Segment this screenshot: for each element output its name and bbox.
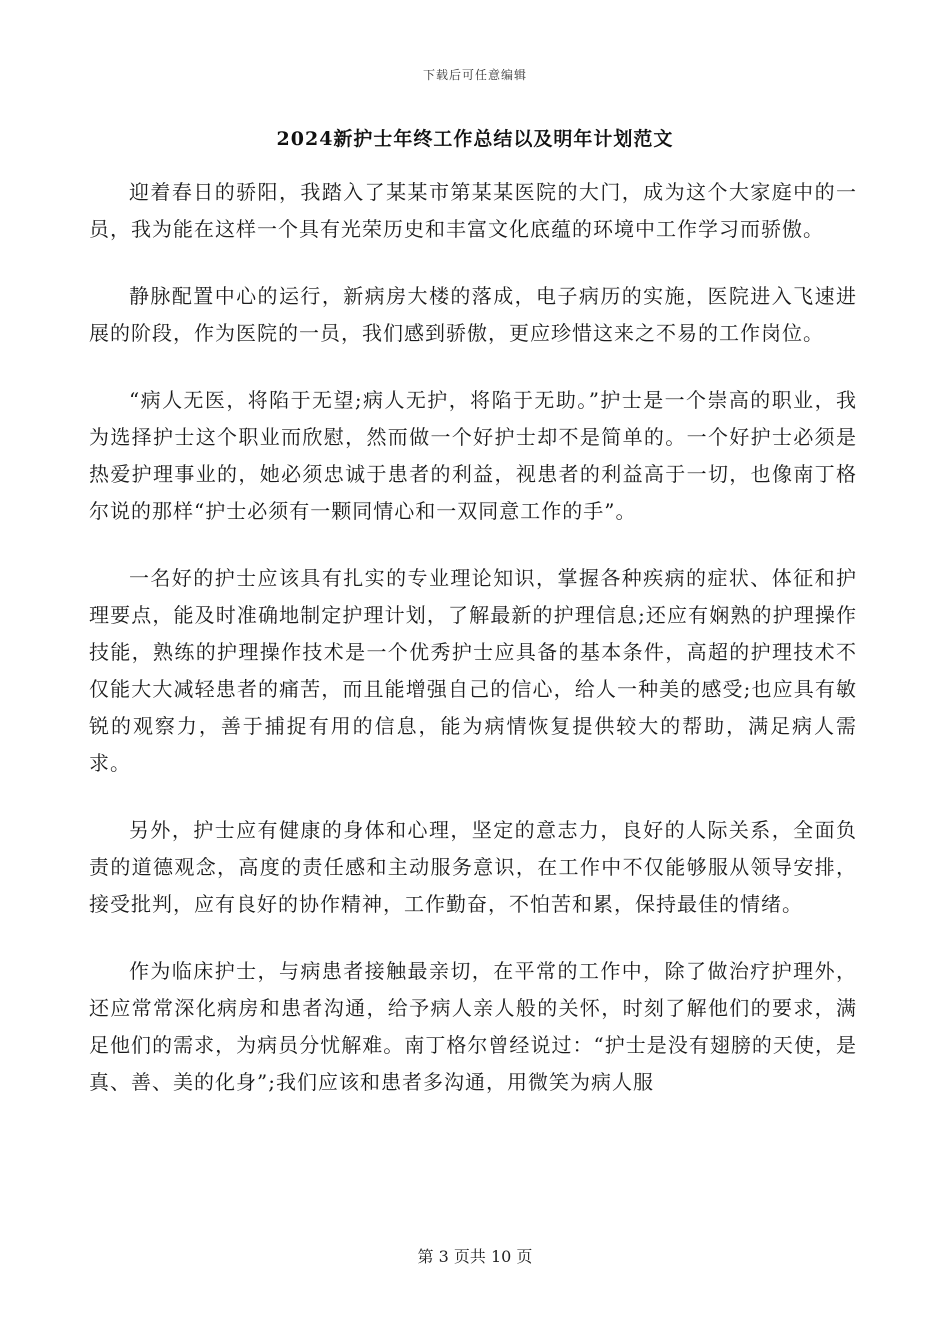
paragraph-4: 一名好的护士应该具有扎实的专业理论知识，掌握各种疾病的症状、体征和护理要点，能及时准确地制定护理计划，了解最新的护理信息;还应有娴熟的护理操作技能，熟练的护理操作技术是一个优秀护士应具备的基本条件，高超的护理技术不仅能大大减轻患者的痛苦，而且能增强自己的信心，给人一种美的感受;也应具有敏锐的观察力，善于捕捉有用的信息，能为病情恢复提供较大的帮助，满足病人需求。 bbox=[89, 566, 857, 775]
paragraph-3: “病人无医，将陷于无望;病人无护，将陷于无助。”护士是一个崇高的职业，我为选择护士这个职业而欣慰，然而做一个好护士却不是简单的。一个好护士必须是热爱护理事业的，她必须忠诚于患者的利益，视患者的利益高于一切，也像南丁格尔说的那样“护士必须有一颗同情心和一双同意工作的手”。 bbox=[89, 388, 857, 523]
page-number-footer: 第 3 页共 10 页 bbox=[417, 1247, 533, 1266]
paragraph-2: 静脉配置中心的运行，新病房大楼的落成，电子病历的实施，医院进入飞速进展的阶段，作为医院的一员，我们感到骄傲，更应珍惜这来之不易的工作岗位。 bbox=[89, 284, 857, 345]
paragraph-5: 另外，护士应有健康的身体和心理，坚定的意志力，良好的人际关系，全面负责的道德观念，高度的责任感和主动服务意识，在工作中不仅能够服从领导安排，接受批判，应有良好的协作精神，工作勤奋，不怕苦和累，保持最佳的情绪。 bbox=[89, 818, 857, 916]
paragraph-6: 作为临床护士，与病患者接触最亲切，在平常的工作中，除了做治疗护理外，还应常常深化病房和患者沟通，给予病人亲人般的关怀，时刻了解他们的要求，满足他们的需求，为病员分忧解难。南丁格尔曾经说过：“护士是没有翅膀的天使，是真、善、美的化身”;我们应该和患者多沟通，用微笑为病人服 bbox=[89, 959, 857, 1094]
paragraph-1: 迎着春日的骄阳，我踏入了某某市第某某医院的大门，成为这个大家庭中的一员，我为能在这样一个具有光荣历史和丰富文化底蕴的环境中工作学习而骄傲。 bbox=[89, 180, 857, 241]
header-note: 下载后可任意编辑 bbox=[422, 68, 527, 82]
document-title: 2024新护士年终工作总结以及明年计划范文 bbox=[276, 128, 674, 150]
document-body bbox=[89, 174, 857, 1131]
